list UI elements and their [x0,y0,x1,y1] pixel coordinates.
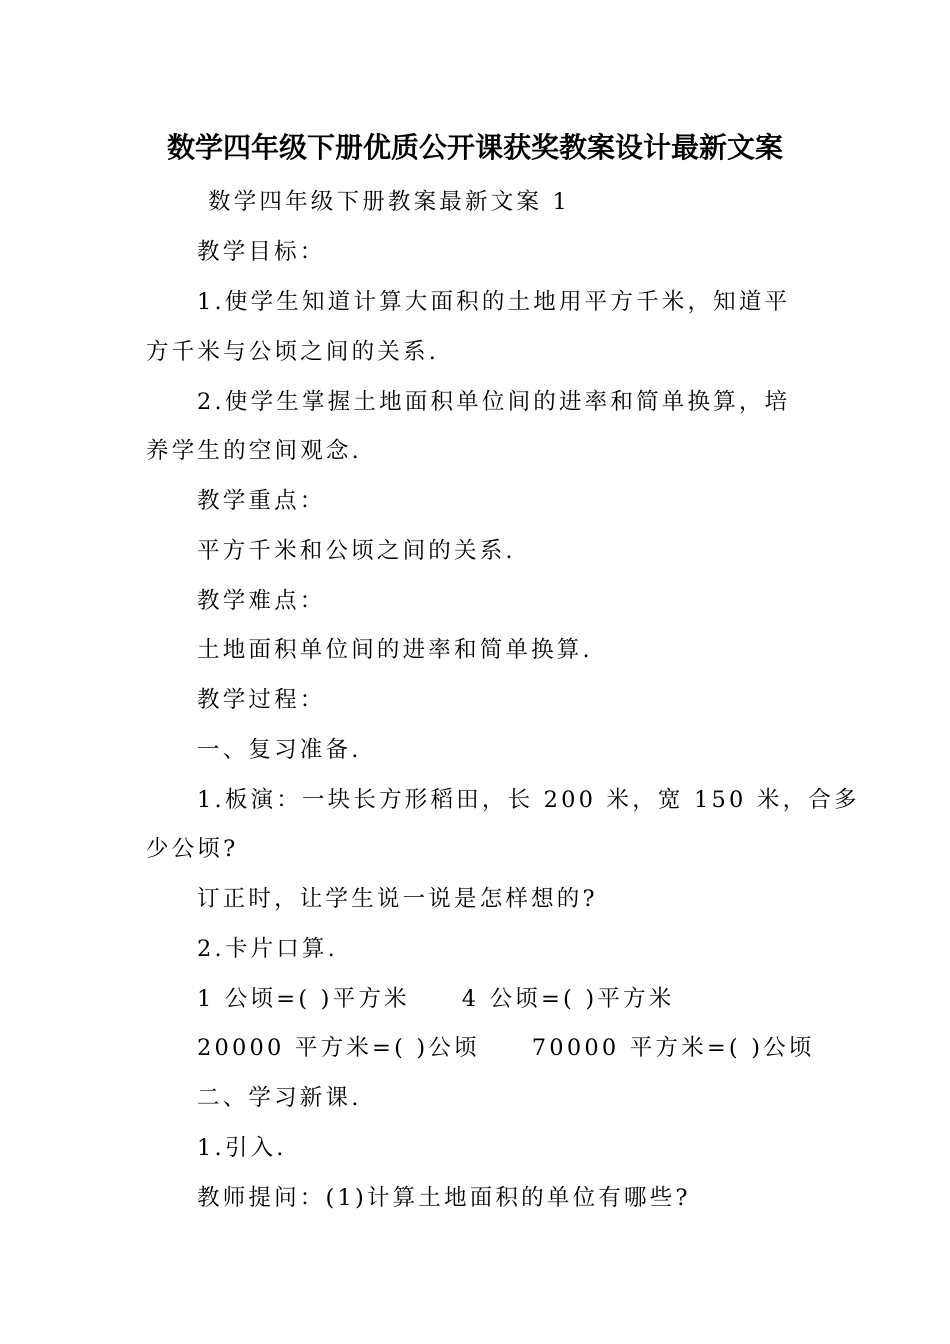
calc-row-1 [197,983,674,1015]
document-subtitle: 数学四年级下册教案最新文案 1 [208,189,570,215]
review-item-1-note: 订正时，让学生说一说是怎样想的? [197,886,598,912]
difficulty-heading: 教学难点： [197,588,326,614]
section-review-heading: 一、复习准备. [197,737,362,763]
calc-row-2 [197,1032,815,1064]
objective-1-line-1: 1.使学生知道计算大面积的土地用平方千米，知道平 [197,289,791,315]
section-new-lesson-heading: 二、学习新课. [197,1085,362,1111]
document-title: 数学四年级下册优质公开课获奖教案设计最新文案 [166,131,783,164]
calc-sqm-20000: 20000 平方米=( )公顷 [197,1035,480,1061]
review-item-1-line-2: 少公顷? [146,836,239,862]
process-heading: 教学过程： [197,687,326,713]
objective-2-line-2: 养学生的空间观念. [146,438,362,464]
objective-2-line-1: 2.使学生掌握土地面积单位间的进率和简单换算，培 [197,389,791,415]
key-points-heading: 教学重点： [197,488,326,514]
review-item-2: 2.卡片口算. [197,936,339,962]
objective-1-line-2: 方千米与公顷之间的关系. [146,339,440,365]
calc-hectare-1: 1 公顷=( )平方米 [197,986,410,1012]
calc-hectare-4: 4 公顷=( )平方米 [461,986,675,1012]
new-lesson-intro: 1.引入. [197,1135,287,1161]
objectives-heading: 教学目标： [197,239,326,265]
teacher-question: 教师提问：(1)计算土地面积的单位有哪些? [197,1185,691,1211]
key-points-text: 平方千米和公顷之间的关系. [197,538,516,564]
calc-sqm-70000: 70000 平方米=( )公顷 [531,1035,815,1061]
difficulty-text: 土地面积单位间的进率和简单换算. [197,637,593,663]
review-item-1-line-1: 1.板演：一块长方形稻田，长 200 米，宽 150 米，合多 [197,787,860,813]
